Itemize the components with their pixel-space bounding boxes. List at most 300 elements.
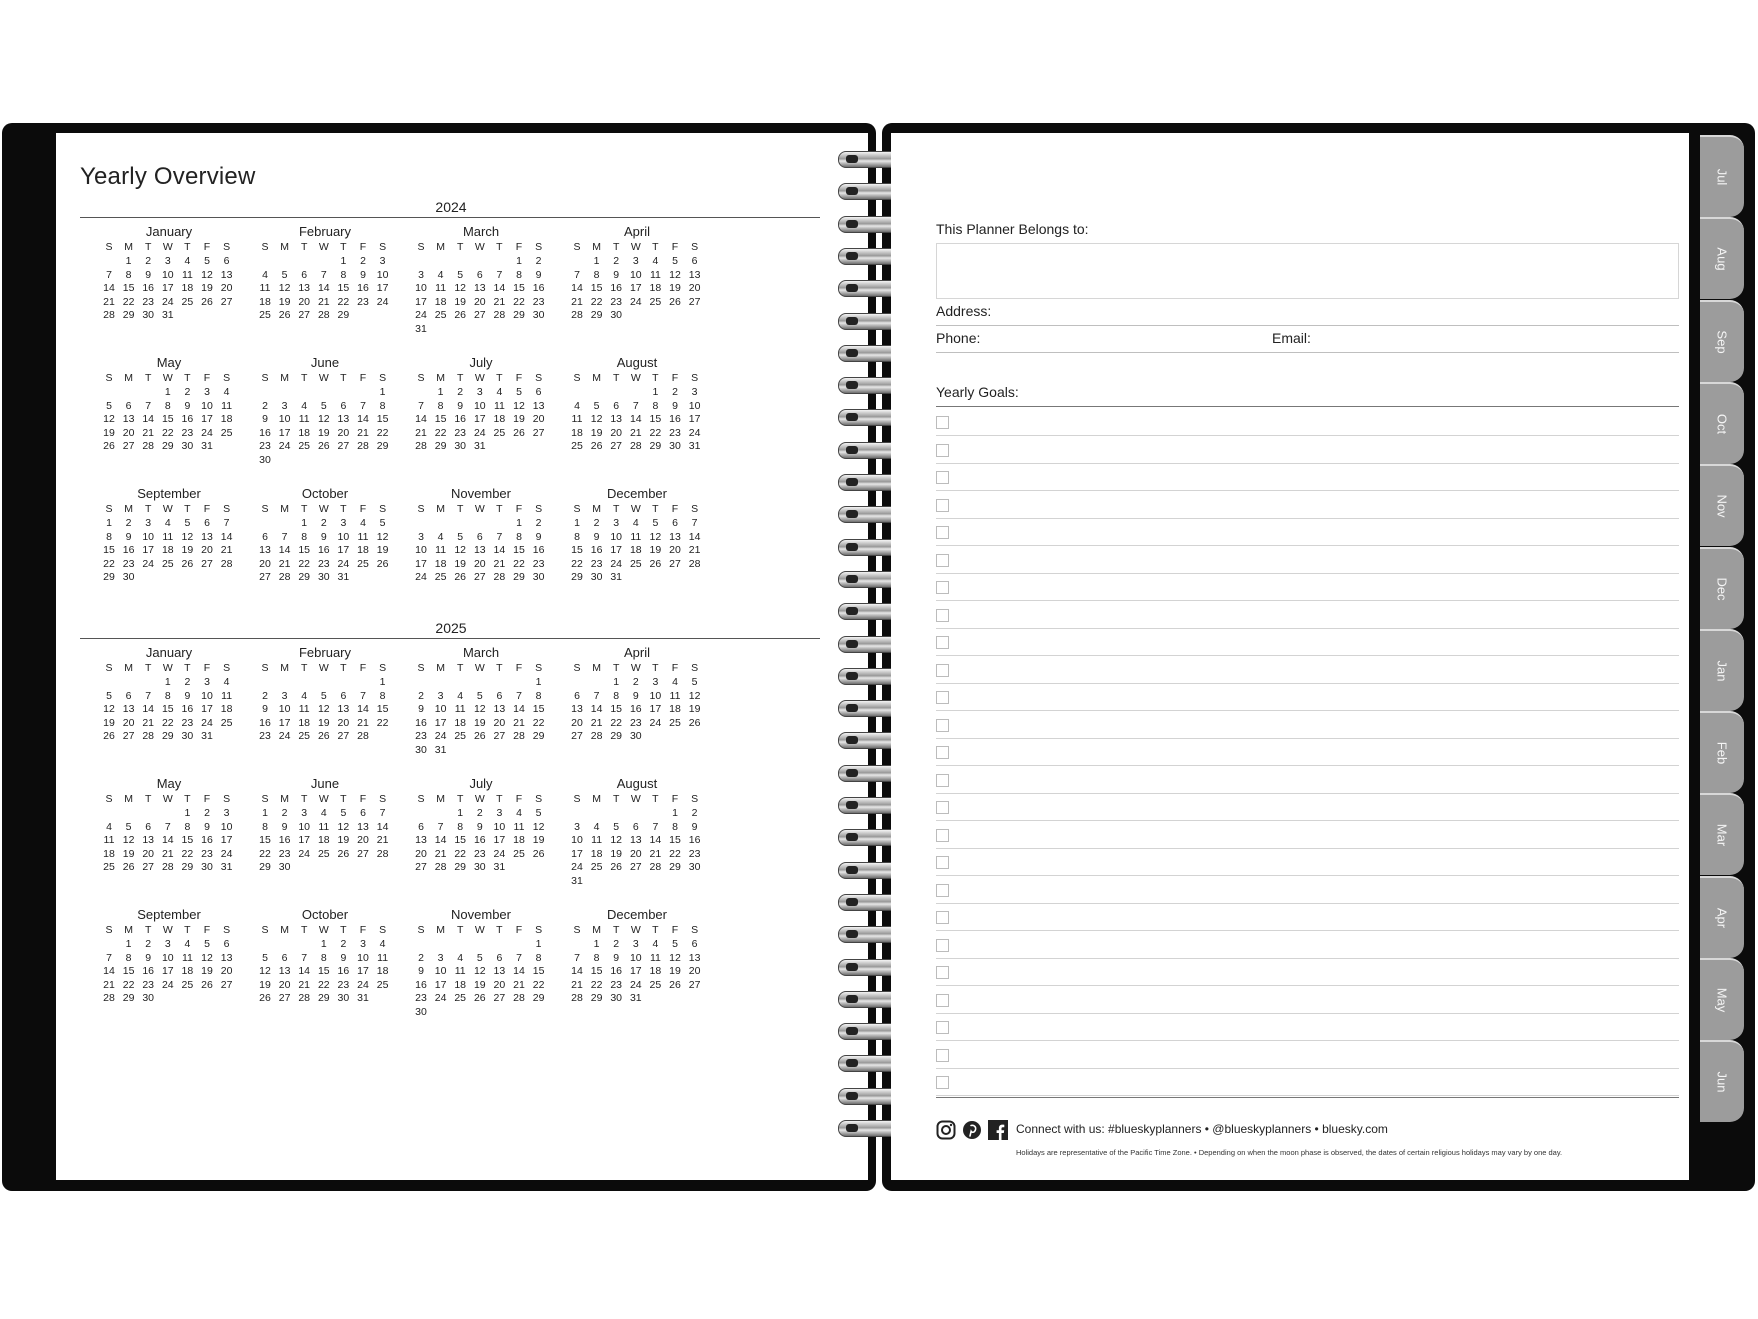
day-number: 16 [142,282,155,295]
weekday-header: T [496,372,503,384]
day-number: 5 [652,517,659,529]
goal-checkbox[interactable] [936,1021,949,1034]
weekday-header: T [300,503,308,515]
day-number: 15 [513,282,525,295]
day-number: 26 [473,992,486,1005]
day-number: 13 [337,703,350,716]
month-name: September [137,907,201,922]
day-number: 3 [360,938,366,950]
page-title: Yearly Overview [80,163,256,190]
day-number: 6 [476,530,483,543]
weekday-header: M [436,241,445,253]
day-number: 26 [317,730,330,743]
day-number: 3 [632,938,639,950]
day-number: 2 [476,807,483,819]
day-number: 15 [434,413,447,426]
day-number: 9 [418,703,424,716]
day-number: 11 [649,951,661,964]
year-label: 2024 [435,199,467,215]
day-number: 29 [669,861,681,874]
goal-checkbox[interactable] [936,1049,949,1062]
day-number: 12 [337,820,350,833]
day-number: 2 [320,517,327,529]
day-number: 2 [184,386,191,398]
instagram-icon[interactable] [936,1120,956,1140]
day-number: 15 [337,282,350,295]
day-number: 9 [281,820,288,833]
day-number: 10 [357,951,369,964]
day-number: 15 [669,834,681,847]
weekday-header: S [261,503,269,515]
weekday-header: M [124,372,133,384]
month-name: December [607,907,667,922]
day-number: 3 [632,255,639,267]
day-number: 24 [434,730,447,743]
day-number: 23 [454,426,467,439]
goal-row[interactable] [936,409,1679,436]
weekday-header: S [573,924,581,936]
day-number: 22 [122,978,135,991]
day-number: 16 [454,413,467,426]
day-number: 18 [629,544,642,557]
month-name: August [616,776,658,791]
day-number: 13 [278,965,291,978]
weekday-header: T [184,372,191,384]
goal-checkbox[interactable] [936,499,949,512]
weekday-header: T [496,241,503,253]
day-number: 31 [688,440,701,453]
day-number: 27 [493,992,506,1005]
weekday-header: F [515,241,523,253]
day-number: 20 [201,544,213,557]
day-number: 10 [201,399,213,412]
day-number: 11 [435,282,447,295]
tab-label: Oct [1714,413,1730,435]
day-number: 29 [590,309,603,322]
connect-text: Connect with us: #blueskyplanners • @blueskyplanners • bluesky.com [1016,1122,1388,1136]
day-number: 27 [610,440,623,453]
goal-row[interactable] [936,739,1679,766]
day-number: 23 [337,978,350,991]
day-number: 17 [220,834,233,847]
day-number: 17 [278,716,291,729]
tab-label: Feb [1714,741,1730,765]
year-rule [80,217,820,218]
day-number: 16 [473,834,486,847]
goal-row[interactable] [936,1042,1679,1069]
day-number: 5 [516,386,522,398]
day-number: 26 [649,557,662,570]
goal-row[interactable] [936,629,1679,656]
day-number: 30 [629,730,642,743]
goal-checkbox[interactable] [936,471,949,484]
goal-checkbox[interactable] [936,526,949,539]
day-number: 13 [337,413,350,426]
day-number: 8 [340,268,347,281]
day-number: 31 [337,571,350,584]
day-number: 30 [122,571,135,584]
tab-oct[interactable] [1700,382,1744,464]
weekday-header: M [592,793,601,805]
weekday-header: S [105,241,113,253]
day-number: 30 [337,992,350,1005]
weekday-header: W [162,372,173,384]
day-number: 4 [496,386,503,398]
goal-checkbox[interactable] [936,609,949,622]
day-number: 29 [513,571,525,584]
day-number: 8 [652,399,659,412]
day-number: 2 [262,399,268,412]
day-number: 2 [632,676,639,688]
weekday-header: M [592,662,601,674]
day-number: 8 [106,530,112,543]
day-number: 22 [181,847,194,860]
day-number: 17 [571,847,583,860]
weekday-header: T [496,924,503,936]
month-name: April [623,224,650,239]
goal-checkbox[interactable] [936,911,949,924]
weekday-header: T [456,793,464,805]
goal-row[interactable] [936,959,1679,986]
goal-checkbox[interactable] [936,829,949,842]
day-number: 12 [454,282,467,295]
day-number: 7 [379,807,386,819]
weekday-header: M [124,503,133,515]
weekday-header: F [203,924,211,936]
day-number: 8 [613,689,620,702]
goal-row[interactable] [936,602,1679,629]
weekday-header: T [340,924,347,936]
day-number: 13 [201,530,213,543]
day-number: 23 [181,426,194,439]
day-number: 11 [298,413,310,426]
day-number: 21 [629,426,642,439]
day-number: 10 [278,413,291,426]
day-number: 12 [590,413,603,426]
weekday-header: F [203,241,211,253]
day-number: 22 [376,426,389,439]
day-number: 29 [161,440,174,453]
day-number: 8 [125,951,132,964]
day-number: 2 [281,807,288,819]
day-number: 17 [201,703,213,716]
day-number: 20 [298,295,311,308]
day-number: 9 [457,399,464,412]
weekday-header: W [162,924,173,936]
day-number: 11 [221,689,233,702]
weekday-header: W [474,241,485,253]
month-name: November [451,907,511,922]
tab-jan[interactable] [1700,629,1744,711]
address-line[interactable] [936,325,1679,326]
day-number: 3 [145,517,152,529]
day-number: 30 [688,861,701,874]
day-number: 2 [418,689,424,702]
goal-checkbox[interactable] [936,746,949,759]
day-number: 27 [571,730,583,743]
day-number: 7 [691,517,698,529]
tab-sep[interactable] [1700,300,1744,382]
day-number: 25 [181,978,194,991]
day-number: 11 [493,399,505,412]
day-number: 13 [142,834,155,847]
goal-checkbox[interactable] [936,691,949,704]
day-number: 9 [360,268,366,281]
day-number: 12 [317,413,330,426]
day-number: 23 [669,426,681,439]
goal-checkbox[interactable] [936,664,949,677]
weekday-header: S [417,372,425,384]
goal-row[interactable] [936,877,1679,904]
day-number: 28 [161,861,174,874]
goal-row[interactable] [936,794,1679,821]
day-number: 5 [457,268,464,281]
day-number: 5 [106,689,112,702]
day-number: 30 [669,440,681,453]
day-number: 31 [220,861,233,874]
day-number: 18 [298,716,311,729]
day-number: 21 [220,544,233,557]
day-number: 26 [454,571,467,584]
day-number: 22 [513,295,525,308]
goal-checkbox[interactable] [936,581,949,594]
goal-row[interactable] [936,574,1679,601]
day-number: 18 [259,295,271,308]
goal-row[interactable] [936,464,1679,491]
day-number: 3 [437,951,444,964]
goal-row[interactable] [936,932,1679,959]
day-number: 14 [649,834,662,847]
goal-row[interactable] [936,904,1679,931]
goal-checkbox[interactable] [936,416,949,429]
day-number: 10 [493,820,506,833]
goal-row[interactable] [936,822,1679,849]
day-number: 26 [122,861,135,874]
goal-checkbox[interactable] [936,939,949,952]
weekday-header: T [300,924,308,936]
day-number: 21 [649,847,662,860]
goal-row[interactable] [936,1014,1679,1041]
goal-checkbox[interactable] [936,444,949,457]
year-label: 2025 [435,620,467,636]
day-number: 12 [103,703,115,716]
tab-aug[interactable] [1700,217,1744,299]
weekday-header: T [184,662,191,674]
goal-checkbox[interactable] [936,636,949,649]
goal-row[interactable] [936,437,1679,464]
goal-row[interactable] [936,657,1679,684]
goal-row[interactable] [936,712,1679,739]
day-number: 22 [649,426,662,439]
day-number: 23 [688,847,701,860]
day-number: 27 [473,571,486,584]
goal-checkbox[interactable] [936,994,949,1007]
day-number: 14 [317,282,330,295]
day-number: 4 [652,255,659,267]
day-number: 21 [142,716,155,729]
day-number: 2 [535,255,542,267]
day-number: 4 [106,820,112,833]
day-number: 27 [337,440,350,453]
day-number: 16 [532,282,545,295]
tab-jun[interactable] [1700,1040,1744,1122]
day-number: 23 [532,557,545,570]
day-number: 20 [532,413,545,426]
day-number: 12 [278,282,291,295]
day-number: 14 [688,530,701,543]
day-number: 19 [532,834,545,847]
day-number: 9 [613,951,620,964]
day-number: 18 [220,703,233,716]
goal-row[interactable] [936,492,1679,519]
day-number: 14 [278,544,291,557]
day-number: 4 [457,689,464,702]
tab-dec[interactable] [1700,547,1744,629]
day-number: 30 [610,992,623,1005]
day-number: 16 [415,716,427,729]
weekday-header: S [535,662,543,674]
day-number: 9 [418,965,424,978]
day-number: 27 [629,861,642,874]
day-number: 21 [415,426,427,439]
weekday-header: S [261,793,269,805]
goal-row[interactable] [936,987,1679,1014]
day-number: 7 [516,951,522,964]
day-number: 1 [516,255,522,267]
goal-checkbox[interactable] [936,856,949,869]
weekday-header: F [671,372,679,384]
tab-label: Jan [1714,660,1730,682]
day-number: 9 [476,820,483,833]
goal-checkbox[interactable] [936,884,949,897]
tab-may[interactable] [1700,958,1744,1040]
weekday-header: S [261,241,269,253]
weekday-header: T [340,503,347,515]
day-number: 25 [259,309,271,322]
day-number: 27 [688,978,701,991]
day-number: 16 [337,965,350,978]
tab-mar[interactable] [1700,793,1744,875]
day-number: 1 [379,386,386,398]
goal-row[interactable] [936,849,1679,876]
day-number: 12 [454,544,467,557]
weekday-header: F [515,924,523,936]
day-number: 28 [434,861,447,874]
day-number: 2 [691,807,698,819]
owner-name-field[interactable] [936,243,1679,299]
day-number: 2 [262,689,268,702]
tab-apr[interactable] [1700,876,1744,958]
goal-row[interactable] [936,684,1679,711]
tab-feb[interactable] [1700,711,1744,793]
day-number: 20 [122,426,135,439]
weekday-header: W [318,372,329,384]
yearly-goals-label: Yearly Goals: [936,384,1019,400]
weekday-header: W [474,372,485,384]
goal-row[interactable] [936,519,1679,546]
day-number: 23 [473,847,486,860]
day-number: 18 [161,544,174,557]
day-number: 4 [262,268,268,281]
day-number: 8 [672,820,678,833]
day-number: 24 [201,426,213,439]
day-number: 1 [593,255,600,267]
goal-row[interactable] [936,547,1679,574]
day-number: 2 [593,517,600,529]
day-number: 14 [434,834,447,847]
day-number: 21 [357,426,369,439]
day-number: 13 [220,951,233,964]
weekday-header: T [144,662,152,674]
day-number: 3 [437,689,444,702]
day-number: 6 [476,268,483,281]
day-number: 13 [357,820,369,833]
day-number: 9 [262,703,268,716]
day-number: 17 [376,282,389,295]
day-number: 25 [454,992,467,1005]
goal-row[interactable] [936,767,1679,794]
goal-checkbox[interactable] [936,719,949,732]
day-number: 18 [103,847,115,860]
day-number: 26 [669,295,681,308]
day-number: 16 [142,965,155,978]
goal-checkbox[interactable] [936,801,949,814]
day-number: 5 [476,951,483,964]
day-number: 10 [376,268,389,281]
month-name: October [301,907,349,922]
tab-nov[interactable] [1700,464,1744,546]
day-number: 4 [360,517,366,529]
goal-row[interactable] [936,1069,1679,1096]
weekday-header: W [162,793,173,805]
day-number: 25 [220,716,233,729]
phone-email-line[interactable] [936,352,1679,353]
day-number: 29 [376,440,389,453]
month-name: February [298,645,352,660]
day-number: 30 [278,861,291,874]
goal-checkbox[interactable] [936,554,949,567]
day-number: 6 [360,807,366,819]
weekday-header: F [203,793,211,805]
day-number: 18 [669,703,681,716]
weekday-header: M [124,793,133,805]
weekday-header: S [105,793,113,805]
day-number: 1 [535,938,542,950]
day-number: 11 [513,820,525,833]
day-number: 23 [357,295,369,308]
day-number: 2 [613,938,620,950]
weekday-header: M [592,924,601,936]
goal-checkbox[interactable] [936,1076,949,1089]
day-number: 27 [122,440,135,453]
day-number: 3 [164,938,171,950]
day-number: 7 [106,268,112,281]
weekday-header: T [184,924,191,936]
day-number: 3 [379,255,386,267]
day-number: 26 [103,440,115,453]
day-number: 17 [161,965,174,978]
goal-checkbox[interactable] [936,774,949,787]
pinterest-icon[interactable] [962,1120,982,1140]
day-number: 1 [184,807,191,819]
day-number: 10 [688,399,701,412]
day-number: 8 [593,951,600,964]
facebook-icon[interactable] [988,1120,1008,1140]
tab-jul[interactable] [1700,135,1744,217]
day-number: 13 [473,282,486,295]
goal-checkbox[interactable] [936,966,949,979]
day-number: 8 [457,820,464,833]
